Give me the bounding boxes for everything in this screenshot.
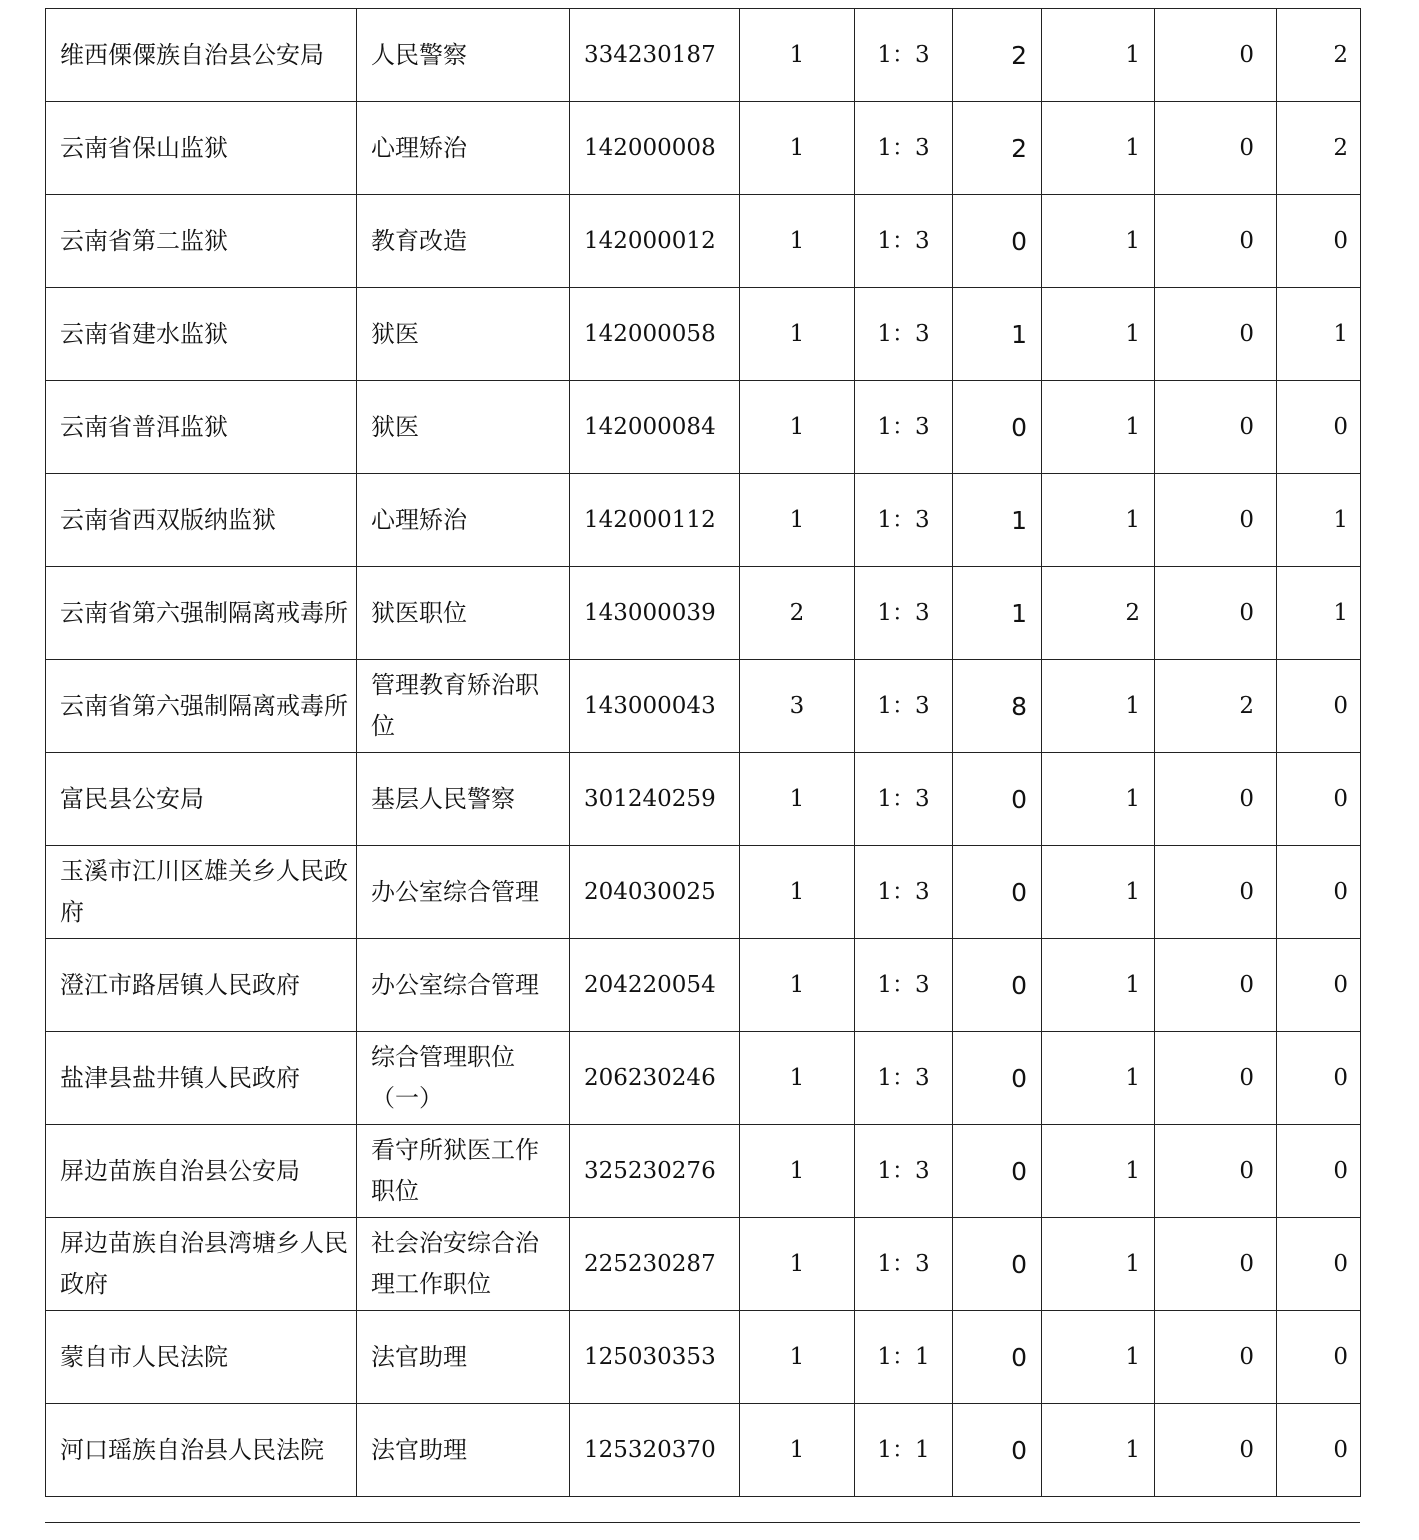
cell-unit: 蒙自市人民法院 [46, 1311, 357, 1404]
cell-value-1: 1 [1042, 1218, 1155, 1311]
cell-position-code: 204030025 [570, 846, 740, 939]
cell-position: 管理教育矫治职位 [357, 660, 570, 753]
cell-value-3: 0 [1277, 1032, 1361, 1125]
cell-value-3: 0 [1277, 1125, 1361, 1218]
cell-plan-count: 1 [740, 195, 855, 288]
cell-value-3: 0 [1277, 1218, 1361, 1311]
cell-unit: 屏边苗族自治县公安局 [46, 1125, 357, 1218]
cell-value-3: 0 [1277, 195, 1361, 288]
cell-paid-count: 1 [953, 288, 1042, 381]
cell-plan-count: 1 [740, 1218, 855, 1311]
cell-position: 人民警察 [357, 9, 570, 102]
cell-plan-count: 1 [740, 846, 855, 939]
cell-plan-count: 1 [740, 102, 855, 195]
cell-ratio: 1：3 [855, 102, 953, 195]
cell-position: 狱医职位 [357, 567, 570, 660]
table-row [46, 846, 1361, 939]
cell-value-1: 1 [1042, 939, 1155, 1032]
table-row [46, 1032, 1361, 1125]
cell-plan-count: 1 [740, 9, 855, 102]
cell-plan-count: 1 [740, 1404, 855, 1497]
cell-position: 办公室综合管理 [357, 939, 570, 1032]
cell-value-3: 1 [1277, 288, 1361, 381]
cell-position-code: 125030353 [570, 1311, 740, 1404]
cell-unit: 富民县公安局 [46, 753, 357, 846]
table-row [46, 381, 1361, 474]
cell-unit: 云南省第二监狱 [46, 195, 357, 288]
table-row [46, 1125, 1361, 1218]
cell-unit: 云南省普洱监狱 [46, 381, 357, 474]
cell-value-1: 1 [1042, 195, 1155, 288]
cell-value-2: 0 [1155, 846, 1277, 939]
cell-paid-count: 0 [953, 846, 1042, 939]
cell-plan-count: 1 [740, 1125, 855, 1218]
vacancy-table-container [45, 8, 1361, 1497]
cell-position: 综合管理职位（一） [357, 1032, 570, 1125]
table-row [46, 474, 1361, 567]
cell-value-2: 0 [1155, 939, 1277, 1032]
cell-value-2: 0 [1155, 1404, 1277, 1497]
cell-paid-count: 1 [953, 567, 1042, 660]
cell-ratio: 1：3 [855, 288, 953, 381]
cell-value-1: 1 [1042, 9, 1155, 102]
cell-position-code: 142000012 [570, 195, 740, 288]
cell-ratio: 1：3 [855, 9, 953, 102]
cell-value-3: 2 [1277, 9, 1361, 102]
cell-ratio: 1：3 [855, 1125, 953, 1218]
cell-plan-count: 1 [740, 939, 855, 1032]
cell-plan-count: 1 [740, 474, 855, 567]
cell-paid-count: 0 [953, 1311, 1042, 1404]
cell-position: 基层人民警察 [357, 753, 570, 846]
table-bottom-border [45, 1522, 1360, 1523]
cell-position-code: 143000039 [570, 567, 740, 660]
cell-position-code: 143000043 [570, 660, 740, 753]
cell-position-code: 204220054 [570, 939, 740, 1032]
cell-value-1: 1 [1042, 381, 1155, 474]
cell-position-code: 125320370 [570, 1404, 740, 1497]
cell-value-3: 0 [1277, 381, 1361, 474]
cell-unit: 屏边苗族自治县湾塘乡人民政府 [46, 1218, 357, 1311]
cell-plan-count: 2 [740, 567, 855, 660]
cell-unit: 云南省第六强制隔离戒毒所 [46, 567, 357, 660]
cell-value-1: 1 [1042, 1404, 1155, 1497]
cell-value-2: 0 [1155, 567, 1277, 660]
cell-unit: 云南省西双版纳监狱 [46, 474, 357, 567]
cell-value-2: 0 [1155, 381, 1277, 474]
cell-position-code: 325230276 [570, 1125, 740, 1218]
cell-unit: 云南省保山监狱 [46, 102, 357, 195]
cell-unit: 维西傈僳族自治县公安局 [46, 9, 357, 102]
cell-plan-count: 3 [740, 660, 855, 753]
cell-value-1: 1 [1042, 846, 1155, 939]
table-row [46, 939, 1361, 1032]
cell-value-1: 1 [1042, 1311, 1155, 1404]
cell-value-1: 1 [1042, 1125, 1155, 1218]
cell-paid-count: 0 [953, 939, 1042, 1032]
cell-ratio: 1：3 [855, 381, 953, 474]
cell-paid-count: 0 [953, 1125, 1042, 1218]
cell-value-3: 0 [1277, 753, 1361, 846]
cell-plan-count: 1 [740, 1311, 855, 1404]
vacancy-table [45, 8, 1361, 1497]
cell-value-3: 0 [1277, 846, 1361, 939]
cell-value-3: 2 [1277, 102, 1361, 195]
cell-paid-count: 0 [953, 195, 1042, 288]
cell-unit: 云南省建水监狱 [46, 288, 357, 381]
cell-value-1: 1 [1042, 102, 1155, 195]
cell-value-1: 1 [1042, 753, 1155, 846]
cell-value-3: 1 [1277, 567, 1361, 660]
cell-value-2: 2 [1155, 660, 1277, 753]
cell-value-1: 1 [1042, 660, 1155, 753]
cell-plan-count: 1 [740, 288, 855, 381]
cell-value-1: 2 [1042, 567, 1155, 660]
cell-position: 心理矫治 [357, 474, 570, 567]
cell-position: 法官助理 [357, 1404, 570, 1497]
cell-unit: 河口瑶族自治县人民法院 [46, 1404, 357, 1497]
cell-plan-count: 1 [740, 753, 855, 846]
cell-value-2: 0 [1155, 9, 1277, 102]
cell-paid-count: 2 [953, 9, 1042, 102]
cell-unit: 澄江市路居镇人民政府 [46, 939, 357, 1032]
table-row [46, 102, 1361, 195]
cell-paid-count: 0 [953, 753, 1042, 846]
cell-ratio: 1：3 [855, 660, 953, 753]
table-row [46, 753, 1361, 846]
cell-ratio: 1：3 [855, 474, 953, 567]
cell-value-2: 0 [1155, 1218, 1277, 1311]
table-row [46, 567, 1361, 660]
cell-plan-count: 1 [740, 381, 855, 474]
cell-ratio: 1：3 [855, 1218, 953, 1311]
cell-position: 办公室综合管理 [357, 846, 570, 939]
table-row [46, 1218, 1361, 1311]
cell-value-3: 0 [1277, 1404, 1361, 1497]
cell-ratio: 1：3 [855, 753, 953, 846]
cell-value-1: 1 [1042, 474, 1155, 567]
cell-position-code: 301240259 [570, 753, 740, 846]
cell-value-3: 0 [1277, 939, 1361, 1032]
cell-value-2: 0 [1155, 1032, 1277, 1125]
cell-position: 狱医 [357, 381, 570, 474]
cell-value-2: 0 [1155, 474, 1277, 567]
cell-value-2: 0 [1155, 195, 1277, 288]
cell-ratio: 1：3 [855, 939, 953, 1032]
cell-unit: 玉溪市江川区雄关乡人民政府 [46, 846, 357, 939]
table-row [46, 288, 1361, 381]
table-row [46, 1404, 1361, 1497]
cell-plan-count: 1 [740, 1032, 855, 1125]
table-row [46, 1311, 1361, 1404]
cell-paid-count: 2 [953, 102, 1042, 195]
cell-position: 看守所狱医工作职位 [357, 1125, 570, 1218]
cell-position-code: 142000058 [570, 288, 740, 381]
cell-value-2: 0 [1155, 1125, 1277, 1218]
cell-paid-count: 8 [953, 660, 1042, 753]
cell-value-2: 0 [1155, 288, 1277, 381]
cell-paid-count: 0 [953, 1404, 1042, 1497]
cell-ratio: 1：1 [855, 1404, 953, 1497]
table-body [46, 9, 1361, 1497]
cell-paid-count: 0 [953, 381, 1042, 474]
cell-position: 教育改造 [357, 195, 570, 288]
cell-position: 心理矫治 [357, 102, 570, 195]
cell-ratio: 1：1 [855, 1311, 953, 1404]
cell-unit: 云南省第六强制隔离戒毒所 [46, 660, 357, 753]
cell-value-2: 0 [1155, 1311, 1277, 1404]
cell-value-2: 0 [1155, 102, 1277, 195]
cell-position-code: 142000112 [570, 474, 740, 567]
cell-value-1: 1 [1042, 1032, 1155, 1125]
cell-value-2: 0 [1155, 753, 1277, 846]
cell-unit: 盐津县盐井镇人民政府 [46, 1032, 357, 1125]
cell-paid-count: 0 [953, 1032, 1042, 1125]
cell-position: 狱医 [357, 288, 570, 381]
cell-ratio: 1：3 [855, 567, 953, 660]
cell-ratio: 1：3 [855, 195, 953, 288]
cell-position-code: 334230187 [570, 9, 740, 102]
table-row [46, 195, 1361, 288]
cell-paid-count: 1 [953, 474, 1042, 567]
cell-position-code: 206230246 [570, 1032, 740, 1125]
cell-position-code: 142000084 [570, 381, 740, 474]
table-row [46, 9, 1361, 102]
cell-ratio: 1：3 [855, 1032, 953, 1125]
table-row [46, 660, 1361, 753]
cell-value-3: 0 [1277, 660, 1361, 753]
cell-position: 社会治安综合治理工作职位 [357, 1218, 570, 1311]
cell-position: 法官助理 [357, 1311, 570, 1404]
cell-position-code: 225230287 [570, 1218, 740, 1311]
cell-value-3: 1 [1277, 474, 1361, 567]
cell-ratio: 1：3 [855, 846, 953, 939]
cell-value-3: 0 [1277, 1311, 1361, 1404]
cell-value-1: 1 [1042, 288, 1155, 381]
cell-paid-count: 0 [953, 1218, 1042, 1311]
cell-position-code: 142000008 [570, 102, 740, 195]
